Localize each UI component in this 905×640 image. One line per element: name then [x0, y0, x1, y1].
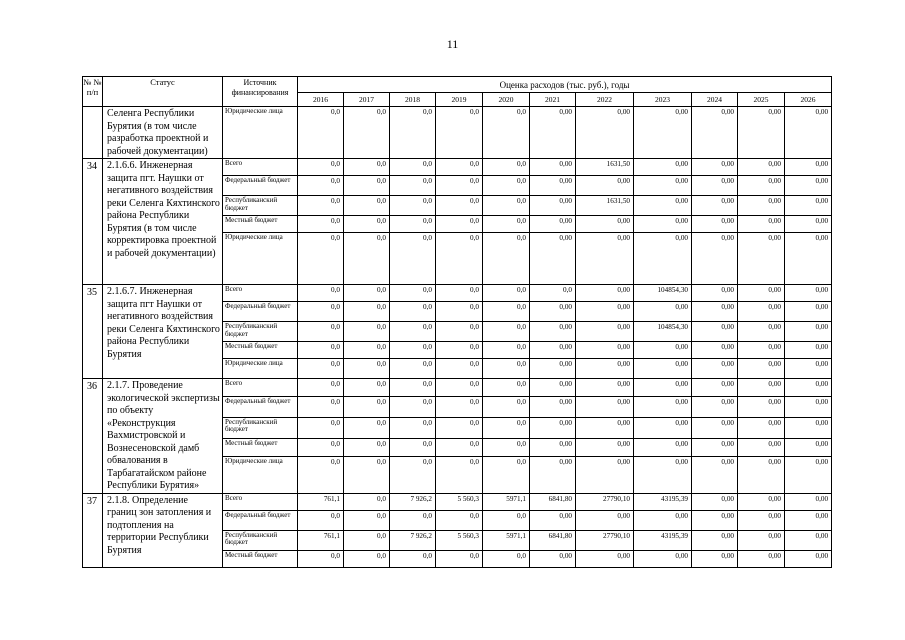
amount-cell: 0,00 — [692, 510, 738, 530]
header-year: 2026 — [785, 93, 832, 107]
amount-cell: 0,00 — [530, 396, 576, 417]
amount-cell: 0,00 — [738, 216, 785, 233]
funding-source: Всего — [223, 493, 298, 510]
amount-cell: 0,0 — [436, 107, 483, 159]
amount-cell: 0,00 — [634, 176, 692, 196]
amount-cell: 0,0 — [298, 196, 344, 216]
amount-cell: 104854,30 — [634, 322, 692, 342]
amount-cell: 0,00 — [692, 438, 738, 456]
amount-cell: 0,0 — [344, 510, 390, 530]
row-number: 37 — [83, 493, 103, 567]
funding-source: Местный бюджет — [223, 438, 298, 456]
funding-source: Всего — [223, 285, 298, 302]
amount-cell: 0,00 — [692, 359, 738, 379]
amount-cell: 0,00 — [785, 530, 832, 550]
amount-cell: 0,0 — [298, 107, 344, 159]
amount-cell: 0,0 — [436, 342, 483, 359]
amount-cell: 0,0 — [344, 176, 390, 196]
amount-cell: 0,0 — [298, 176, 344, 196]
header-source: Источник финансирования — [223, 77, 298, 107]
amount-cell: 0,0 — [436, 302, 483, 322]
amount-cell: 0,00 — [785, 342, 832, 359]
budget-table — [82, 76, 832, 568]
amount-cell: 0,00 — [785, 107, 832, 159]
amount-cell: 0,00 — [738, 550, 785, 567]
amount-cell: 0,0 — [436, 438, 483, 456]
amount-cell: 0,00 — [576, 510, 634, 530]
amount-cell: 0,0 — [298, 216, 344, 233]
amount-cell: 5971,1 — [483, 493, 530, 510]
amount-cell: 761,1 — [298, 493, 344, 510]
amount-cell: 0,0 — [483, 196, 530, 216]
amount-cell: 0,0 — [344, 107, 390, 159]
amount-cell: 0,0 — [483, 285, 530, 302]
amount-cell: 0,0 — [344, 233, 390, 285]
amount-cell: 0,00 — [692, 216, 738, 233]
funding-source: Всего — [223, 159, 298, 176]
table-body — [83, 107, 832, 568]
amount-cell: 0,0 — [298, 322, 344, 342]
amount-cell: 0,0 — [483, 510, 530, 530]
amount-cell: 0,0 — [483, 438, 530, 456]
amount-cell: 0,0 — [390, 379, 436, 397]
header-year: 2024 — [692, 93, 738, 107]
amount-cell: 0,00 — [576, 285, 634, 302]
funding-source: Юридические лица — [223, 233, 298, 285]
amount-cell: 0,00 — [530, 342, 576, 359]
amount-cell: 0,0 — [390, 438, 436, 456]
amount-cell: 0,00 — [634, 359, 692, 379]
header-year: 2016 — [298, 93, 344, 107]
amount-cell: 0,0 — [298, 359, 344, 379]
row-number: 36 — [83, 379, 103, 494]
amount-cell: 0,0 — [344, 159, 390, 176]
amount-cell: 0,00 — [785, 176, 832, 196]
amount-cell: 0,0 — [344, 342, 390, 359]
amount-cell: 0,0 — [436, 417, 483, 438]
amount-cell: 0,00 — [576, 322, 634, 342]
amount-cell: 0,00 — [692, 285, 738, 302]
amount-cell: 0,0 — [483, 322, 530, 342]
amount-cell: 0,0 — [344, 285, 390, 302]
amount-cell: 0,00 — [738, 396, 785, 417]
amount-cell: 0,00 — [738, 176, 785, 196]
amount-cell: 0,0 — [390, 302, 436, 322]
amount-cell: 0,00 — [530, 216, 576, 233]
amount-cell: 0,00 — [692, 322, 738, 342]
amount-cell: 0,00 — [530, 379, 576, 397]
amount-cell: 0,00 — [634, 342, 692, 359]
amount-cell: 0,0 — [483, 396, 530, 417]
amount-cell: 0,0 — [344, 456, 390, 493]
amount-cell: 0,0 — [483, 176, 530, 196]
amount-cell: 0,00 — [692, 550, 738, 567]
amount-cell: 0,00 — [738, 302, 785, 322]
amount-cell: 0,00 — [692, 530, 738, 550]
amount-cell: 0,00 — [692, 233, 738, 285]
amount-cell: 0,00 — [785, 510, 832, 530]
amount-cell: 0,00 — [785, 379, 832, 397]
amount-cell: 0,00 — [785, 417, 832, 438]
amount-cell: 0,00 — [530, 159, 576, 176]
row-status: 2.1.6.6. Инженерная защита пгт. Наушки от негативного воздействия реки Селенга Кяхтинского района Республики Бурятия (в том числе корректировка проектной и рабочей документации) — [103, 159, 223, 285]
amount-cell: 0,00 — [576, 438, 634, 456]
row-status: 2.1.6.7. Инженерная защита пгт Наушки от негативного воздействия реки Селенга Кяхтинского района Республики Бурятия — [103, 285, 223, 379]
amount-cell: 0,0 — [390, 456, 436, 493]
funding-source: Республиканский бюджет — [223, 530, 298, 550]
amount-cell: 0,0 — [298, 302, 344, 322]
amount-cell: 0,00 — [738, 159, 785, 176]
amount-cell: 0,00 — [634, 302, 692, 322]
amount-cell: 0,00 — [738, 530, 785, 550]
amount-cell: 0,0 — [344, 550, 390, 567]
amount-cell: 0,00 — [692, 196, 738, 216]
amount-cell: 0,0 — [436, 456, 483, 493]
amount-cell: 0,00 — [576, 216, 634, 233]
amount-cell: 0,0 — [298, 159, 344, 176]
amount-cell: 0,0 — [344, 302, 390, 322]
amount-cell: 0,0 — [483, 456, 530, 493]
amount-cell: 0,0 — [436, 550, 483, 567]
amount-cell: 0,00 — [530, 359, 576, 379]
funding-source: Местный бюджет — [223, 342, 298, 359]
header-estimate: Оценка расходов (тыс. руб.), годы — [298, 77, 832, 93]
amount-cell: 0,0 — [344, 417, 390, 438]
amount-cell: 0,00 — [738, 285, 785, 302]
amount-cell: 0,0 — [436, 379, 483, 397]
amount-cell: 0,00 — [530, 322, 576, 342]
amount-cell: 0,00 — [530, 233, 576, 285]
amount-cell: 0,00 — [530, 176, 576, 196]
amount-cell: 0,0 — [344, 216, 390, 233]
amount-cell: 0,00 — [692, 107, 738, 159]
amount-cell: 27790,10 — [576, 530, 634, 550]
amount-cell: 0,00 — [634, 216, 692, 233]
amount-cell: 0,00 — [738, 379, 785, 397]
amount-cell: 0,00 — [692, 456, 738, 493]
amount-cell: 0,00 — [576, 359, 634, 379]
amount-cell: 0,00 — [530, 417, 576, 438]
amount-cell: 0,0 — [483, 417, 530, 438]
amount-cell: 0,0 — [390, 216, 436, 233]
header-status: Статус — [103, 77, 223, 107]
row-status: 2.1.8. Определение границ зон затопления и подтопления на территории Республики Бурятия — [103, 493, 223, 567]
amount-cell: 0,00 — [634, 233, 692, 285]
amount-cell: 0,0 — [436, 196, 483, 216]
amount-cell: 0,0 — [390, 176, 436, 196]
amount-cell: 0,0 — [344, 196, 390, 216]
amount-cell: 0,00 — [785, 196, 832, 216]
row-number: 35 — [83, 285, 103, 379]
amount-cell: 0,0 — [483, 107, 530, 159]
amount-cell: 0,00 — [576, 379, 634, 397]
amount-cell: 0,0 — [344, 438, 390, 456]
amount-cell: 5 560,3 — [436, 493, 483, 510]
amount-cell: 0,0 — [390, 196, 436, 216]
amount-cell: 0,0 — [298, 550, 344, 567]
amount-cell: 0,00 — [576, 417, 634, 438]
amount-cell: 0,00 — [738, 322, 785, 342]
amount-cell: 1631,50 — [576, 159, 634, 176]
amount-cell: 43195,39 — [634, 493, 692, 510]
amount-cell: 0,00 — [738, 456, 785, 493]
amount-cell: 0,00 — [634, 396, 692, 417]
amount-cell: 0,0 — [298, 438, 344, 456]
amount-cell: 0,00 — [738, 107, 785, 159]
amount-cell: 0,00 — [738, 417, 785, 438]
amount-cell: 0,0 — [530, 285, 576, 302]
amount-cell: 0,0 — [436, 159, 483, 176]
amount-cell: 0,00 — [692, 379, 738, 397]
amount-cell: 0,0 — [298, 342, 344, 359]
header-year: 2020 — [483, 93, 530, 107]
amount-cell: 0,0 — [390, 550, 436, 567]
amount-cell: 0,00 — [785, 396, 832, 417]
amount-cell: 0,00 — [634, 510, 692, 530]
amount-cell: 0,00 — [738, 233, 785, 285]
funding-source: Местный бюджет — [223, 550, 298, 567]
amount-cell: 0,0 — [298, 417, 344, 438]
funding-source: Федеральный бюджет — [223, 396, 298, 417]
funding-source: Республиканский бюджет — [223, 196, 298, 216]
amount-cell: 0,0 — [483, 379, 530, 397]
amount-cell: 0,0 — [344, 493, 390, 510]
table-row — [83, 285, 832, 302]
amount-cell: 0,0 — [390, 285, 436, 302]
amount-cell: 0,0 — [483, 359, 530, 379]
amount-cell: 0,00 — [530, 510, 576, 530]
amount-cell: 0,00 — [634, 379, 692, 397]
amount-cell: 0,00 — [530, 196, 576, 216]
funding-source: Юридические лица — [223, 107, 298, 159]
amount-cell: 27790,10 — [576, 493, 634, 510]
amount-cell: 0,00 — [785, 322, 832, 342]
amount-cell: 0,0 — [436, 233, 483, 285]
amount-cell: 0,00 — [634, 417, 692, 438]
amount-cell: 0,00 — [785, 438, 832, 456]
amount-cell: 0,0 — [298, 379, 344, 397]
amount-cell: 0,0 — [298, 396, 344, 417]
amount-cell: 0,0 — [436, 396, 483, 417]
amount-cell: 0,0 — [436, 359, 483, 379]
amount-cell: 0,0 — [436, 285, 483, 302]
header-year: 2023 — [634, 93, 692, 107]
page-number: 11 — [446, 37, 459, 51]
table-row — [83, 379, 832, 397]
amount-cell: 0,0 — [344, 396, 390, 417]
table-row — [83, 107, 832, 159]
funding-source: Федеральный бюджет — [223, 510, 298, 530]
amount-cell: 0,0 — [483, 342, 530, 359]
funding-source: Всего — [223, 379, 298, 397]
amount-cell: 0,00 — [530, 456, 576, 493]
amount-cell: 0,0 — [390, 233, 436, 285]
amount-cell: 0,00 — [785, 285, 832, 302]
header-year: 2022 — [576, 93, 634, 107]
amount-cell: 0,00 — [576, 107, 634, 159]
amount-cell: 0,0 — [436, 510, 483, 530]
amount-cell: 0,0 — [390, 159, 436, 176]
amount-cell: 0,00 — [576, 302, 634, 322]
header-year: 2019 — [436, 93, 483, 107]
funding-source: Юридические лица — [223, 359, 298, 379]
amount-cell: 0,0 — [390, 359, 436, 379]
amount-cell: 0,00 — [576, 396, 634, 417]
amount-cell: 0,0 — [344, 359, 390, 379]
amount-cell: 5971,1 — [483, 530, 530, 550]
amount-cell: 0,00 — [785, 302, 832, 322]
funding-source: Республиканский бюджет — [223, 417, 298, 438]
amount-cell: 1631,50 — [576, 196, 634, 216]
header-num: № № п/п — [83, 77, 103, 107]
amount-cell: 0,00 — [785, 456, 832, 493]
amount-cell: 0,0 — [298, 233, 344, 285]
amount-cell: 0,00 — [738, 493, 785, 510]
amount-cell: 0,00 — [634, 550, 692, 567]
amount-cell: 0,00 — [738, 359, 785, 379]
amount-cell: 43195,39 — [634, 530, 692, 550]
amount-cell: 0,00 — [738, 510, 785, 530]
amount-cell: 0,00 — [738, 438, 785, 456]
amount-cell: 0,00 — [530, 438, 576, 456]
amount-cell: 0,00 — [785, 159, 832, 176]
funding-source: Юридические лица — [223, 456, 298, 493]
amount-cell: 0,0 — [344, 379, 390, 397]
amount-cell: 7 926,2 — [390, 493, 436, 510]
amount-cell: 0,0 — [390, 417, 436, 438]
funding-source: Федеральный бюджет — [223, 302, 298, 322]
amount-cell: 5 560,3 — [436, 530, 483, 550]
funding-source: Федеральный бюджет — [223, 176, 298, 196]
amount-cell: 0,0 — [390, 510, 436, 530]
table-row — [83, 159, 832, 176]
amount-cell: 0,00 — [576, 176, 634, 196]
amount-cell: 0,0 — [390, 396, 436, 417]
header-year: 2021 — [530, 93, 576, 107]
amount-cell: 0,00 — [785, 216, 832, 233]
amount-cell: 0,00 — [692, 342, 738, 359]
amount-cell: 0,00 — [785, 493, 832, 510]
row-number: 34 — [83, 159, 103, 285]
amount-cell: 0,00 — [576, 342, 634, 359]
header-year: 2025 — [738, 93, 785, 107]
amount-cell: 0,0 — [483, 302, 530, 322]
amount-cell: 0,00 — [692, 302, 738, 322]
amount-cell: 761,1 — [298, 530, 344, 550]
amount-cell: 0,00 — [785, 359, 832, 379]
funding-source: Республиканский бюджет — [223, 322, 298, 342]
amount-cell: 0,00 — [530, 107, 576, 159]
amount-cell: 6841,80 — [530, 530, 576, 550]
amount-cell: 0,0 — [298, 510, 344, 530]
amount-cell: 0,0 — [483, 216, 530, 233]
header-year: 2018 — [390, 93, 436, 107]
amount-cell: 0,00 — [530, 302, 576, 322]
amount-cell: 0,00 — [738, 342, 785, 359]
amount-cell: 0,00 — [634, 456, 692, 493]
amount-cell: 0,00 — [634, 107, 692, 159]
amount-cell: 0,00 — [634, 159, 692, 176]
amount-cell: 0,0 — [483, 550, 530, 567]
amount-cell: 0,0 — [436, 322, 483, 342]
amount-cell: 0,00 — [785, 550, 832, 567]
header-year: 2017 — [344, 93, 390, 107]
amount-cell: 7 926,2 — [390, 530, 436, 550]
amount-cell: 0,00 — [692, 417, 738, 438]
amount-cell: 0,0 — [436, 216, 483, 233]
amount-cell: 0,0 — [483, 233, 530, 285]
table-row — [83, 493, 832, 510]
amount-cell: 0,0 — [390, 342, 436, 359]
amount-cell: 0,00 — [692, 159, 738, 176]
amount-cell: 0,00 — [692, 176, 738, 196]
amount-cell: 6841,80 — [530, 493, 576, 510]
amount-cell: 0,00 — [692, 396, 738, 417]
amount-cell: 0,00 — [738, 196, 785, 216]
amount-cell: 0,00 — [692, 493, 738, 510]
row-number — [83, 107, 103, 159]
amount-cell: 0,0 — [344, 530, 390, 550]
row-status: Селенга Республики Бурятия (в том числе разработка проектной и рабочей документации) — [103, 107, 223, 159]
amount-cell: 0,0 — [298, 456, 344, 493]
amount-cell: 0,00 — [634, 196, 692, 216]
amount-cell: 0,0 — [390, 322, 436, 342]
header-row-top — [83, 77, 832, 93]
amount-cell: 0,00 — [530, 550, 576, 567]
amount-cell: 0,0 — [344, 322, 390, 342]
amount-cell: 104854,30 — [634, 285, 692, 302]
amount-cell: 0,00 — [576, 550, 634, 567]
amount-cell: 0,00 — [576, 233, 634, 285]
row-status: 2.1.7. Проведение экологической экспертизы по объекту «Реконструкция Вахмистровской и Вознесеновской дамб обвалования в Тарбагатайском районе Республики Бурятия» — [103, 379, 223, 494]
amount-cell: 0,00 — [634, 438, 692, 456]
amount-cell: 0,0 — [298, 285, 344, 302]
amount-cell: 0,0 — [436, 176, 483, 196]
amount-cell: 0,00 — [785, 233, 832, 285]
amount-cell: 0,0 — [483, 159, 530, 176]
funding-source: Местный бюджет — [223, 216, 298, 233]
amount-cell: 0,00 — [576, 456, 634, 493]
amount-cell: 0,0 — [390, 107, 436, 159]
